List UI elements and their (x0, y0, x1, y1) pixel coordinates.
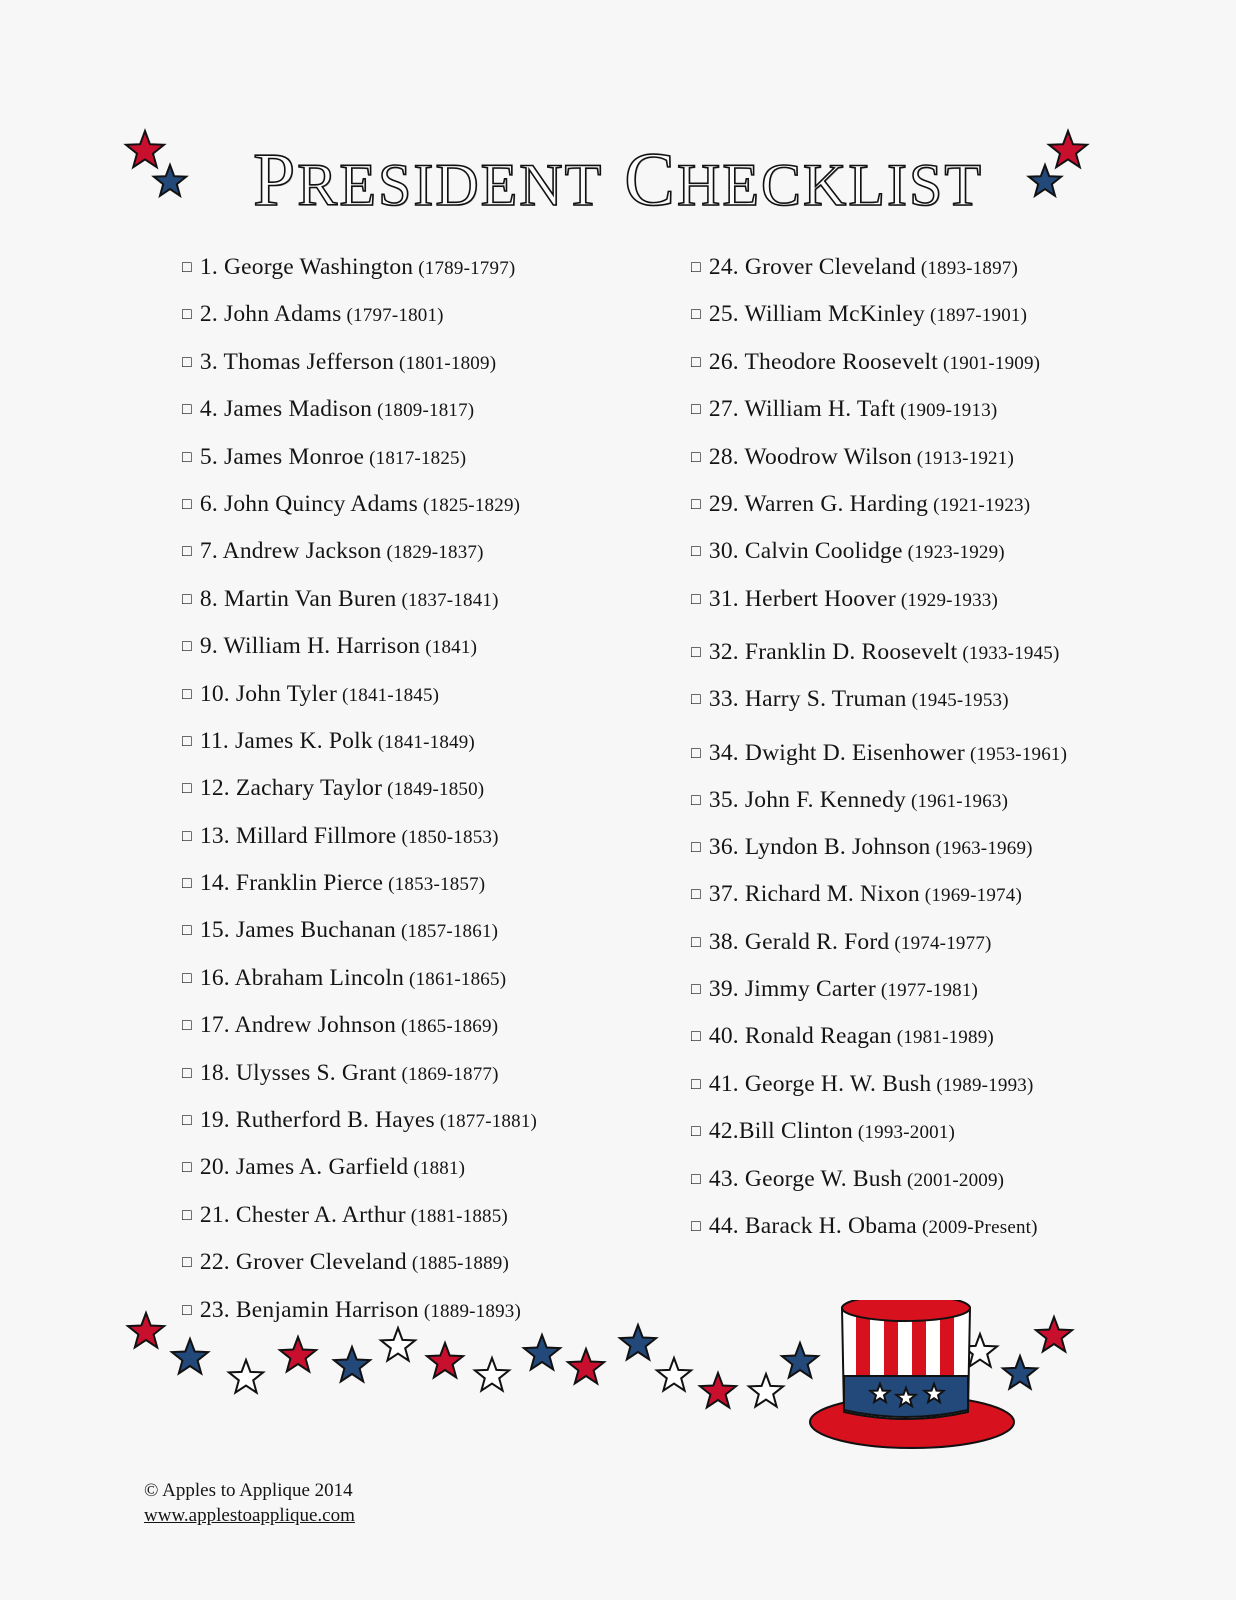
star-icon (381, 1328, 415, 1361)
president-name: 30. Calvin Coolidge (708, 538, 903, 565)
star-icon (568, 1349, 604, 1383)
president-list-item (691, 1069, 1091, 1101)
website-link[interactable]: www.applestoapplique.com (144, 1505, 355, 1526)
checkbox[interactable]: □ (691, 838, 701, 856)
term-years: (1929-1933) (900, 589, 999, 611)
term-years: (1869-1877) (401, 1063, 499, 1085)
page-title (200, 138, 1036, 222)
president-name: 25. William McKinley (708, 301, 925, 328)
star-icon (128, 1313, 164, 1347)
term-years: (1989-1993) (936, 1074, 1034, 1096)
president-list-item (182, 299, 642, 331)
term-years: (1850-1853) (401, 826, 499, 848)
president-list-item (691, 927, 1091, 959)
term-years: (1849-1850) (387, 779, 485, 801)
checkbox[interactable]: □ (182, 685, 192, 703)
checkbox[interactable]: □ (182, 1017, 192, 1035)
president-name: 31. Herbert Hoover (708, 585, 896, 612)
term-years: (1945-1953) (911, 690, 1009, 712)
president-list-item (691, 732, 1091, 776)
checkbox[interactable]: □ (182, 306, 192, 324)
checkbox[interactable]: □ (691, 1028, 701, 1046)
star-icon (657, 1358, 691, 1391)
star-icon (524, 1335, 560, 1369)
president-list-item (182, 584, 642, 616)
term-years: (1953-1961) (969, 743, 1068, 765)
president-list-item (691, 442, 1091, 474)
president-name: 27. William H. Taft (708, 396, 896, 423)
title-word-president: RESIDENT (297, 152, 604, 218)
president-name: 42.Bill Clinton (708, 1118, 853, 1145)
president-list-item (182, 489, 642, 521)
checkbox[interactable]: □ (691, 933, 701, 951)
president-list-item (182, 1058, 642, 1090)
star-icon (280, 1337, 316, 1371)
term-years: (1909-1913) (900, 400, 998, 422)
checkbox[interactable]: □ (182, 495, 192, 513)
president-name: 8. Martin Van Buren (199, 585, 397, 612)
president-list-item (691, 1116, 1091, 1148)
president-list-item (182, 963, 642, 995)
star-icon (782, 1343, 818, 1377)
stars-band-graphic (120, 1300, 1116, 1470)
president-name: 41. George H. W. Bush (708, 1070, 932, 1097)
president-list-item (182, 773, 642, 805)
term-years: (1977-1981) (880, 980, 979, 1002)
term-years: (2009-Present) (921, 1217, 1038, 1239)
checkbox[interactable]: □ (182, 969, 192, 987)
term-years: (1963-1969) (935, 837, 1033, 859)
title-row (120, 128, 1116, 228)
star-icon (749, 1374, 783, 1407)
checkbox[interactable]: □ (182, 827, 192, 845)
president-list-item (691, 347, 1091, 379)
footer (144, 1478, 355, 1528)
president-list-item (691, 832, 1091, 864)
president-list-item (691, 684, 1091, 716)
president-name: 7. Andrew Jackson (199, 538, 382, 565)
checkbox[interactable]: □ (691, 448, 701, 466)
president-name: 34. Dwight D. Eisenhower (708, 739, 965, 766)
star-icon (172, 1339, 208, 1373)
term-years: (1877-1881) (439, 1111, 538, 1133)
title-initial-c: C (624, 138, 677, 222)
president-list-item (691, 1211, 1091, 1243)
president-list-item (182, 394, 642, 426)
president-name: 29. Warren G. Harding (708, 490, 929, 517)
checkbox[interactable]: □ (691, 1123, 701, 1141)
checkbox[interactable]: □ (691, 495, 701, 513)
uncle-sam-hat-icon (810, 1300, 1014, 1448)
president-list-item (691, 1164, 1091, 1196)
president-name: 37. Richard M. Nixon (708, 881, 920, 908)
president-name: 36. Lyndon B. Johnson (708, 833, 931, 860)
term-years: (1829-1837) (386, 542, 484, 564)
president-name: 32. Franklin D. Roosevelt (708, 639, 958, 666)
star-icon (1036, 1317, 1072, 1351)
checkbox[interactable]: □ (691, 644, 701, 662)
president-name: 19. Rutherford B. Hayes (199, 1107, 435, 1134)
president-name: 20. James A. Garfield (199, 1154, 409, 1181)
term-years: (1885-1889) (411, 1253, 510, 1275)
checkbox[interactable]: □ (182, 922, 192, 940)
star-icon (154, 165, 186, 196)
president-name: 1. George Washington (199, 254, 414, 280)
star-icon (1049, 131, 1087, 167)
term-years: (1857-1861) (401, 921, 499, 943)
president-list-item (691, 1021, 1091, 1053)
term-years: (1923-1929) (907, 542, 1005, 564)
president-name: 22. Grover Cleveland (199, 1249, 407, 1276)
president-list-item (182, 1247, 642, 1279)
term-years: (1789-1797) (418, 258, 516, 279)
president-name: 4. James Madison (199, 396, 373, 423)
president-name: 33. Harry S. Truman (708, 686, 907, 713)
president-name: 2. John Adams (199, 301, 342, 328)
president-list-right-column (691, 252, 1091, 1258)
president-list-item (182, 821, 642, 853)
checkbox[interactable]: □ (691, 1075, 701, 1093)
checkbox[interactable]: □ (691, 259, 701, 276)
president-name: 43. George W. Bush (708, 1165, 903, 1192)
checkbox[interactable]: □ (691, 981, 701, 999)
copyright-text: © Apples to Applique 2014 (144, 1480, 353, 1501)
president-name: 35. John F. Kennedy (708, 786, 906, 813)
star-icon (126, 131, 164, 167)
president-name: 40. Ronald Reagan (708, 1023, 892, 1050)
checkbox[interactable]: □ (691, 691, 701, 709)
checkbox[interactable]: □ (182, 875, 192, 893)
president-name: 12. Zachary Taylor (199, 775, 383, 802)
term-years: (1897-1901) (929, 305, 1028, 327)
president-name: 16. Abraham Lincoln (199, 964, 405, 991)
term-years: (1801-1809) (399, 352, 497, 374)
term-years: (1841-1849) (377, 731, 475, 753)
term-years: (1861-1865) (409, 968, 507, 990)
president-list-item (182, 442, 642, 474)
president-name: 13. Millard Fillmore (199, 822, 397, 849)
checkbox[interactable]: □ (691, 590, 701, 608)
term-years: (1825-1829) (422, 494, 521, 516)
term-years: (1921-1923) (933, 494, 1031, 516)
president-list-item (691, 785, 1091, 817)
checkbox[interactable]: □ (182, 259, 192, 276)
checkbox[interactable]: □ (182, 590, 192, 608)
president-list-item (182, 868, 642, 900)
term-years: (1837-1841) (401, 589, 499, 611)
president-list-item (691, 974, 1091, 1006)
president-name: 5. James Monroe (199, 443, 365, 470)
checkbox[interactable]: □ (691, 1218, 701, 1236)
title-word-checklist: HECKLIST (676, 152, 983, 218)
checkbox[interactable]: □ (182, 1064, 192, 1082)
term-years: (1817-1825) (369, 447, 467, 469)
term-years: (2001-2009) (907, 1169, 1005, 1191)
term-years: (1993-2001) (857, 1122, 956, 1144)
checkbox[interactable]: □ (182, 1159, 192, 1177)
term-years: (1981-1989) (896, 1027, 994, 1049)
term-years: (1901-1909) (943, 352, 1041, 374)
president-name: 3. Thomas Jefferson (199, 348, 395, 375)
president-list-item (691, 489, 1091, 521)
checkbox[interactable]: □ (182, 401, 192, 419)
checkbox[interactable]: □ (182, 448, 192, 466)
term-years: (1889-1893) (423, 1300, 521, 1322)
star-icon (620, 1325, 656, 1359)
president-list-item (691, 631, 1091, 675)
checkbox[interactable]: □ (182, 353, 192, 371)
star-icon (334, 1347, 370, 1381)
president-name: 14. Franklin Pierce (199, 870, 384, 897)
president-list-item (182, 347, 642, 379)
president-list-item (691, 299, 1091, 331)
term-years: (1974-1977) (894, 932, 992, 954)
star-icon (1003, 1356, 1037, 1389)
term-years: (1841) (425, 637, 478, 659)
president-name: 9. William H. Harrison (199, 633, 421, 660)
title-initial-p: P (253, 138, 298, 222)
checkbox[interactable]: □ (691, 543, 701, 561)
president-list-item (691, 584, 1091, 616)
checkbox[interactable]: □ (182, 1254, 192, 1272)
president-list-item (182, 915, 642, 947)
checkbox[interactable]: □ (691, 1170, 701, 1188)
president-list-item (182, 631, 642, 663)
president-list-item (691, 394, 1091, 426)
term-years: (1853-1857) (388, 874, 486, 896)
president-name: 39. Jimmy Carter (708, 976, 876, 1003)
checkbox[interactable]: □ (182, 1112, 192, 1130)
president-name: 17. Andrew Johnson (199, 1012, 397, 1039)
president-list-item (182, 252, 642, 284)
president-list-item (691, 536, 1091, 568)
checkbox[interactable]: □ (691, 353, 701, 371)
president-name: 23. Benjamin Harrison (199, 1296, 419, 1323)
checkbox[interactable]: □ (691, 886, 701, 904)
checkbox[interactable]: □ (691, 306, 701, 324)
term-years: (1893-1897) (920, 258, 1019, 279)
term-years: (1809-1817) (377, 400, 475, 422)
president-list-item (691, 252, 1091, 284)
president-name: 38. Gerald R. Ford (708, 928, 890, 955)
president-list-item (182, 1010, 642, 1042)
president-list-item (182, 726, 642, 758)
star-icon (427, 1343, 463, 1377)
checkbox[interactable]: □ (691, 401, 701, 419)
term-years: (1841-1845) (342, 684, 440, 706)
term-years: (1913-1921) (916, 447, 1014, 469)
president-name: 18. Ulysses S. Grant (199, 1059, 397, 1086)
term-years: (1881) (413, 1158, 466, 1180)
president-name: 15. James Buchanan (199, 917, 396, 944)
president-list-item (182, 536, 642, 568)
president-name: 6. John Quincy Adams (199, 490, 418, 517)
checkbox[interactable]: □ (691, 791, 701, 809)
president-list-left-column (182, 252, 642, 1342)
term-years: (1961-1963) (910, 790, 1009, 812)
checkbox[interactable]: □ (182, 543, 192, 561)
term-years: (1797-1801) (346, 305, 444, 327)
checkbox[interactable]: □ (182, 1301, 192, 1319)
star-icon (700, 1373, 736, 1407)
term-years: (1933-1945) (962, 643, 1060, 665)
president-list-item (182, 1152, 642, 1184)
president-name: 26. Theodore Roosevelt (708, 348, 939, 375)
president-name: 11. James K. Polk (199, 727, 373, 754)
checkbox[interactable]: □ (182, 732, 192, 750)
president-name: 24. Grover Cleveland (708, 254, 916, 280)
checkbox[interactable]: □ (691, 744, 701, 762)
stars-and-hat-decoration (120, 1300, 1116, 1470)
term-years: (1969-1974) (924, 885, 1022, 907)
star-icon (229, 1360, 263, 1393)
term-years: (1881-1885) (410, 1205, 508, 1227)
checkbox[interactable]: □ (182, 780, 192, 798)
president-name: 44. Barack H. Obama (708, 1213, 917, 1240)
president-list-item (182, 1105, 642, 1137)
checkbox[interactable]: □ (182, 638, 192, 656)
president-list-item (182, 1200, 642, 1232)
president-list-item (182, 679, 642, 711)
star-icon (475, 1358, 509, 1391)
checkbox[interactable]: □ (182, 1206, 192, 1224)
term-years: (1865-1869) (401, 1016, 499, 1038)
president-name: 28. Woodrow Wilson (708, 443, 912, 470)
president-list-item (691, 879, 1091, 911)
president-name: 10. John Tyler (199, 680, 338, 707)
president-name: 21. Chester A. Arthur (199, 1201, 406, 1228)
